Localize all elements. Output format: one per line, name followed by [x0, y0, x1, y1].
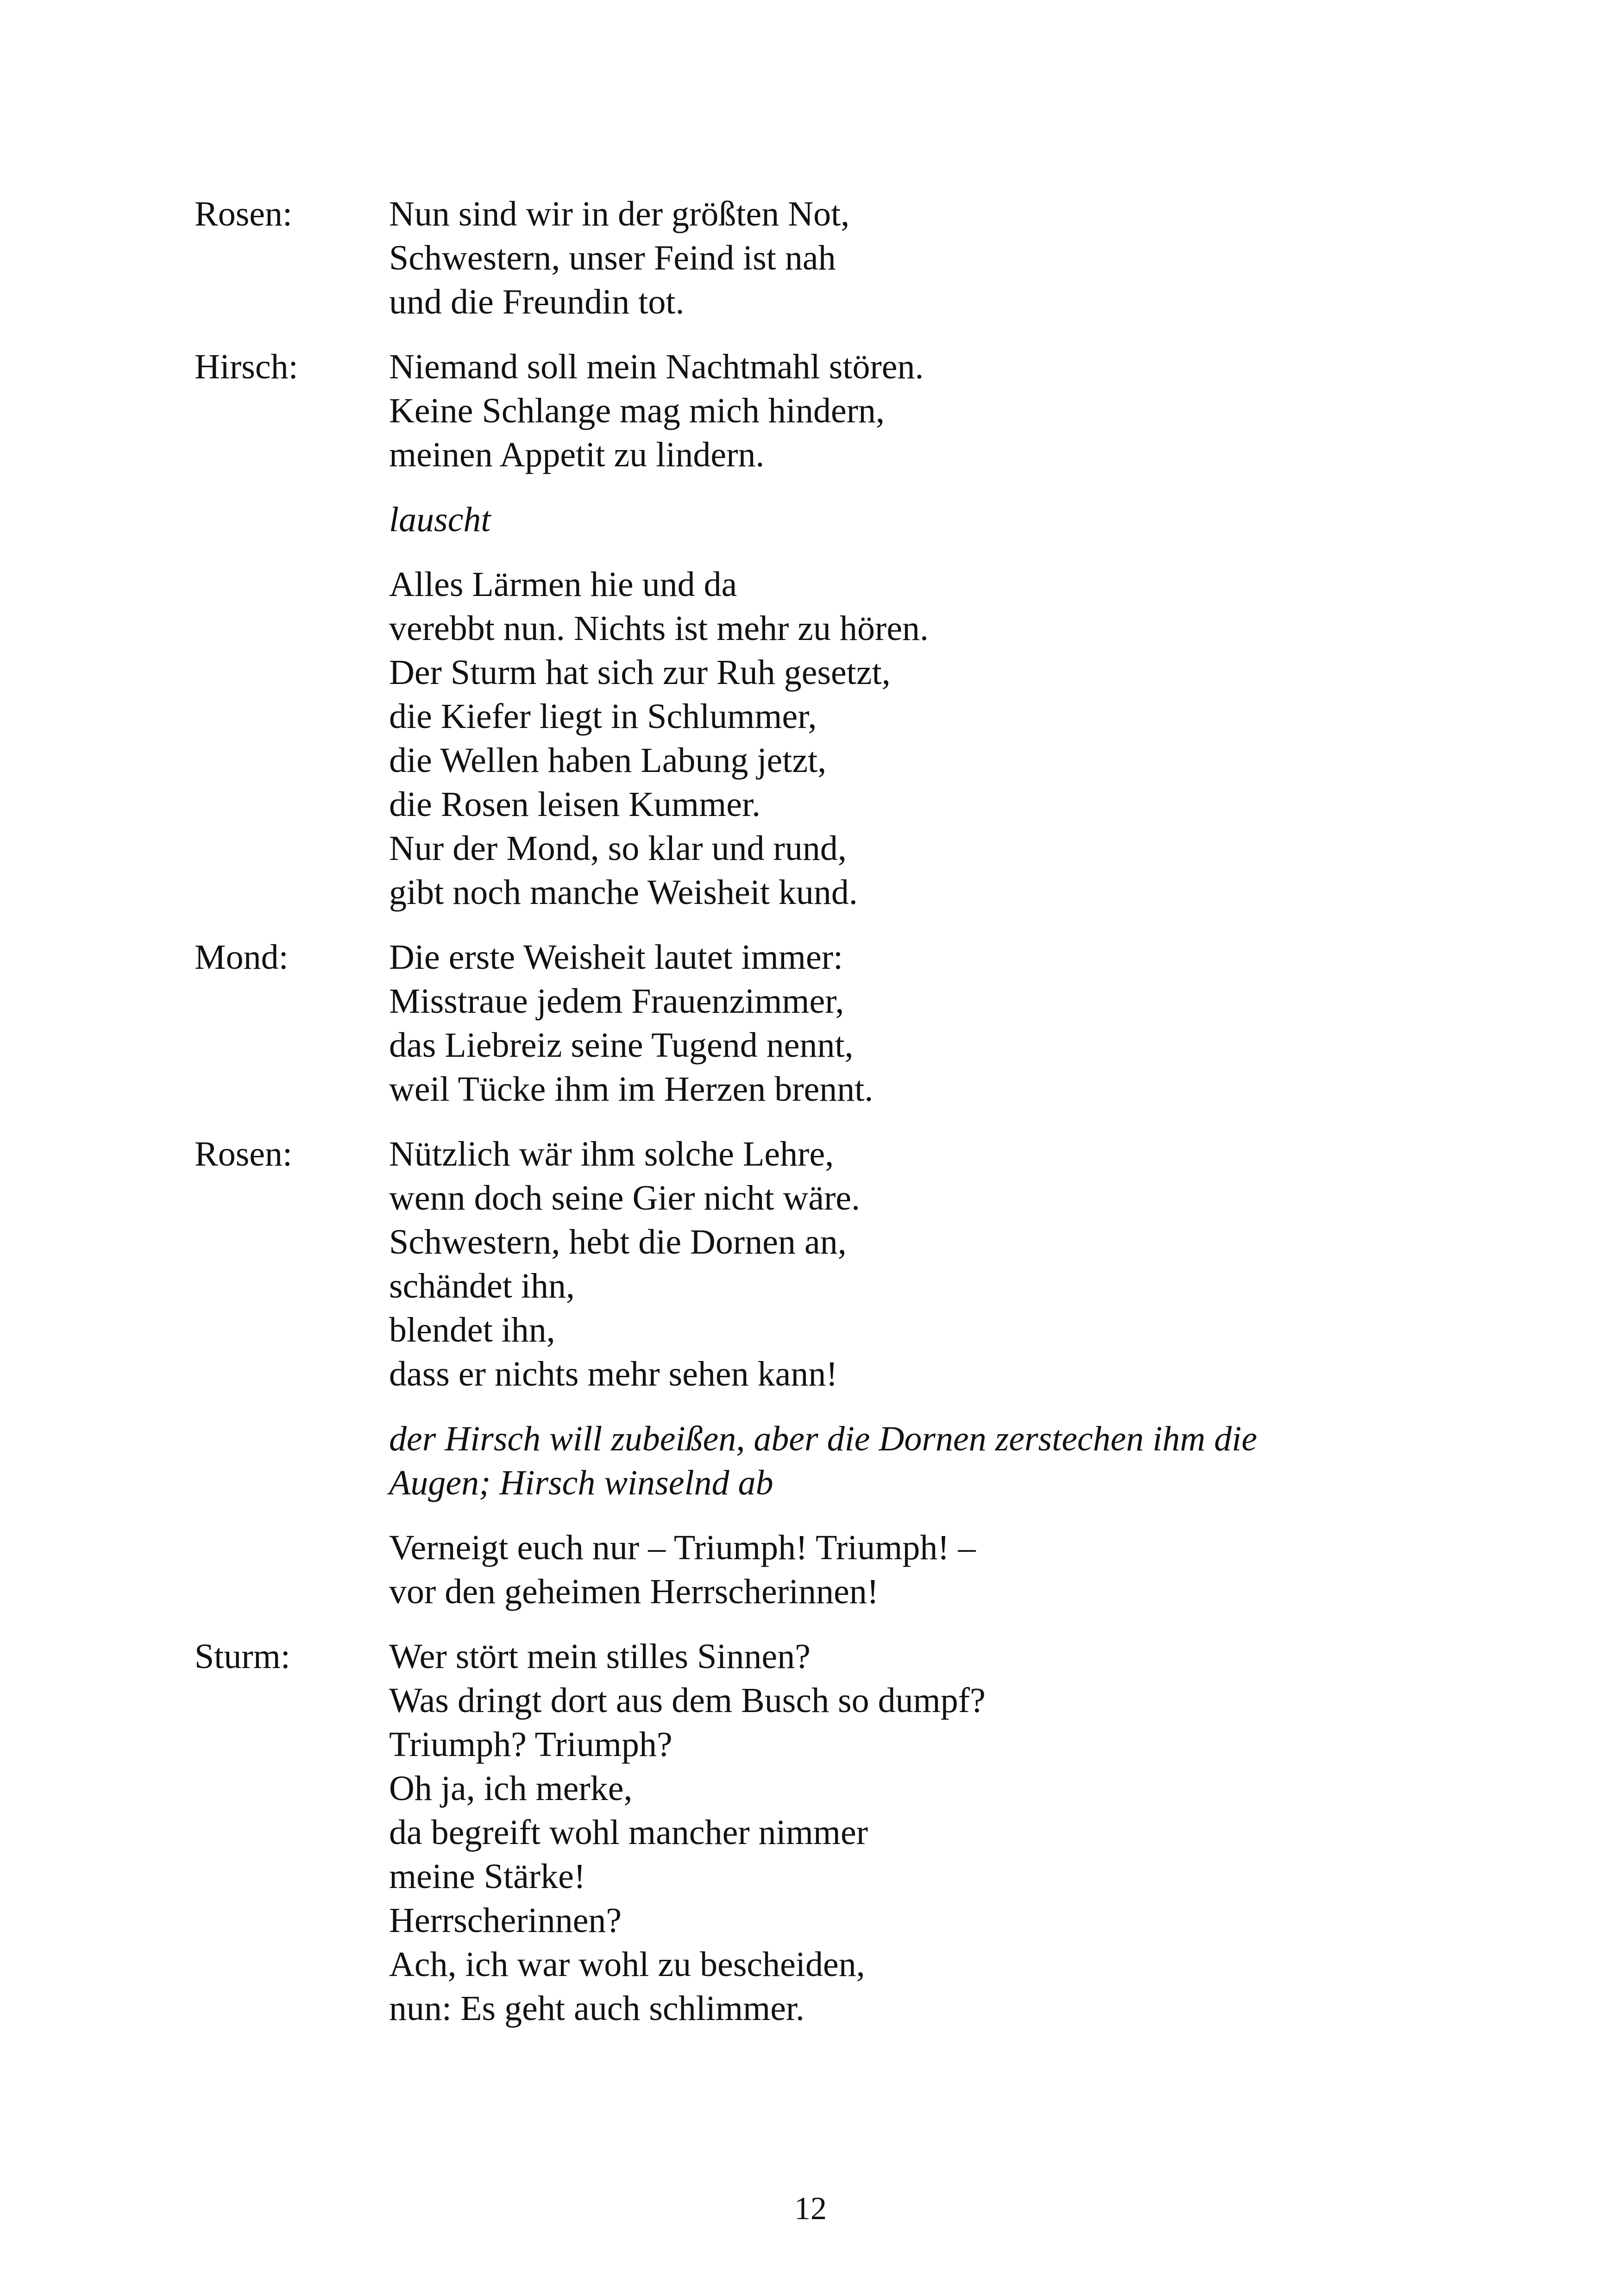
- verse-line: nun: Es geht auch schlimmer.: [389, 1989, 805, 2028]
- speaker-name: Hirsch:: [195, 347, 298, 386]
- verse-line: vor den geheimen Herrscherinnen!: [389, 1572, 879, 1611]
- speaker-name: [195, 1417, 389, 1505]
- verse-lines: [389, 1526, 1491, 1614]
- play-script: [195, 192, 1491, 2051]
- verse-line: gibt noch manche Weisheit kund.: [389, 873, 858, 912]
- verse-line: Nun sind wir in der größten Not,: [389, 194, 850, 233]
- verse-line: Was dringt dort aus dem Busch so dumpf?: [389, 1681, 986, 1720]
- verse-line: Ach, ich war wohl zu bescheiden,: [389, 1945, 865, 1984]
- verse-line: schändet ihn,: [389, 1267, 575, 1305]
- dialogue-block: [195, 1526, 1491, 1614]
- verse-line: Oh ja, ich merke,: [389, 1769, 633, 1808]
- verse-lines: [389, 1635, 1491, 2031]
- verse-line: Nur der Mond, so klar und rund,: [389, 829, 847, 868]
- verse-line: da begreift wohl mancher nimmer: [389, 1813, 868, 1852]
- speaker-name: Rosen:: [195, 1135, 293, 1173]
- verse-line: meine Stärke!: [389, 1857, 586, 1896]
- verse-lines: [389, 563, 1491, 915]
- verse-line: die Kiefer liegt in Schlummer,: [389, 697, 817, 736]
- verse-line: verebbt nun. Nichts ist mehr zu hören.: [389, 609, 929, 648]
- verse-line: Herrscherinnen?: [389, 1901, 622, 1940]
- verse-lines: [389, 1132, 1491, 1396]
- stage-direction-line: Augen; Hirsch winselnd ab: [389, 1463, 773, 1502]
- verse-line: Triumph? Triumph?: [389, 1725, 672, 1764]
- speaker-name: [195, 1526, 389, 1614]
- verse-line: Die erste Weisheit lautet immer:: [389, 938, 843, 977]
- verse-line: Wer stört mein stilles Sinnen?: [389, 1637, 810, 1676]
- verse-line: das Liebreiz seine Tugend nennt,: [389, 1026, 854, 1065]
- dialogue-block: [195, 563, 1491, 915]
- stage-direction-line: lauscht: [389, 500, 491, 539]
- verse-line: Alles Lärmen hie und da: [389, 565, 737, 604]
- stage-direction: [195, 498, 1491, 542]
- verse-line: meinen Appetit zu lindern.: [389, 435, 765, 474]
- verse-line: die Rosen leisen Kummer.: [389, 785, 761, 824]
- verse-line: wenn doch seine Gier nicht wäre.: [389, 1179, 861, 1217]
- speaker-name: [195, 563, 389, 915]
- dialogue-block: [195, 192, 1491, 324]
- verse-line: dass er nichts mehr sehen kann!: [389, 1355, 838, 1393]
- verse-line: Niemand soll mein Nachtmahl stören.: [389, 347, 924, 386]
- speaker-name: [195, 498, 389, 542]
- page-number: 12: [794, 2191, 827, 2227]
- verse-line: die Wellen haben Labung jetzt,: [389, 741, 827, 780]
- speaker-name: Sturm:: [195, 1637, 290, 1676]
- verse-lines: [389, 935, 1491, 1111]
- verse-line: Nützlich wär ihm solche Lehre,: [389, 1135, 834, 1173]
- verse-lines: [389, 192, 1491, 324]
- dialogue-block: [195, 345, 1491, 477]
- verse-line: Schwestern, hebt die Dornen an,: [389, 1223, 847, 1261]
- verse-lines: [389, 345, 1491, 477]
- speaker-name: Mond:: [195, 938, 289, 977]
- dialogue-block: [195, 935, 1491, 1111]
- verse-lines: [389, 1417, 1491, 1505]
- dialogue-block: [195, 1132, 1491, 1396]
- verse-line: blendet ihn,: [389, 1311, 555, 1349]
- stage-direction-line: der Hirsch will zubeißen, aber die Dornen zerstechen ihm die: [389, 1419, 1257, 1458]
- dialogue-block: [195, 1635, 1491, 2031]
- verse-line: Misstraue jedem Frauenzimmer,: [389, 982, 844, 1021]
- verse-line: Verneigt euch nur – Triumph! Triumph! –: [389, 1528, 976, 1567]
- stage-direction: [195, 1417, 1491, 1505]
- speaker-name: Rosen:: [195, 194, 293, 233]
- verse-lines: [389, 498, 1491, 542]
- verse-line: Schwestern, unser Feind ist nah: [389, 238, 836, 277]
- verse-line: und die Freundin tot.: [389, 282, 685, 321]
- verse-line: Der Sturm hat sich zur Ruh gesetzt,: [389, 653, 891, 692]
- verse-line: weil Tücke ihm im Herzen brennt.: [389, 1070, 873, 1109]
- verse-line: Keine Schlange mag mich hindern,: [389, 391, 885, 430]
